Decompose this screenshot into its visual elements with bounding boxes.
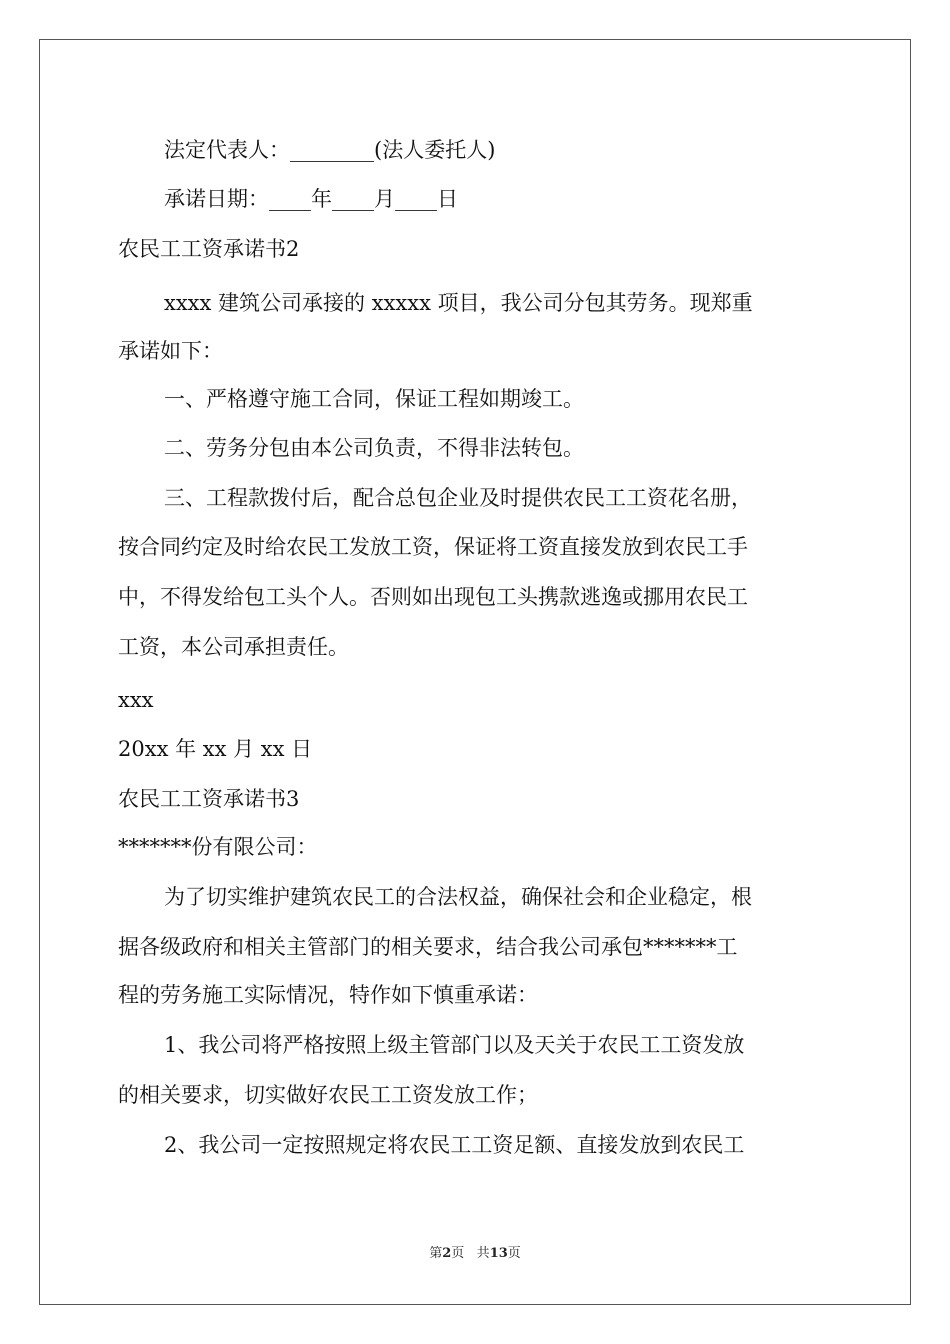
promise-item-2: 二、劳务分包由本公司负责，不得非法转包。 bbox=[164, 436, 584, 460]
date-line: 20xx 年 xx 月 xx 日 bbox=[118, 737, 313, 761]
total-pages: 13 bbox=[489, 1246, 508, 1261]
paragraph-line: 的相关要求，切实做好农民工工资发放工作； bbox=[118, 1083, 538, 1107]
paragraph-line: xxxx 建筑公司承接的 xxxxx 项目，我公司分包其劳务。现郑重 bbox=[164, 291, 753, 315]
page-prefix: 第 bbox=[429, 1246, 443, 1261]
total-prefix: 共 bbox=[476, 1246, 490, 1261]
legal-representative-line: 法定代表人：________(法人委托人) bbox=[164, 138, 496, 162]
paragraph-line: 为了切实维护建筑农民工的合法权益，确保社会和企业稳定，根 bbox=[164, 885, 752, 909]
signature-line: xxx bbox=[118, 688, 154, 712]
paragraph-line: 工资，本公司承担责任。 bbox=[118, 635, 349, 659]
paragraph-line: 据各级政府和相关主管部门的相关要求，结合我公司承包*******工 bbox=[118, 935, 738, 959]
paragraph-line: 承诺如下： bbox=[118, 339, 223, 363]
paragraph-line: 中，不得发给包工头个人。否则如出现包工头携款逃逸或挪用农民工 bbox=[118, 585, 748, 609]
promise-item-3: 三、工程款拨付后，配合总包企业及时提供农民工工资花名册， bbox=[164, 486, 752, 510]
addressee-line: *******份有限公司： bbox=[118, 835, 318, 859]
promise-item-1: 1、我公司将严格按照上级主管部门以及天关于农民工工资发放 bbox=[164, 1033, 745, 1057]
paragraph-line: 程的劳务施工实际情况，特作如下慎重承诺： bbox=[118, 983, 538, 1007]
page-suffix: 页 bbox=[451, 1246, 465, 1261]
promise-item-1: 一、严格遵守施工合同，保证工程如期竣工。 bbox=[164, 387, 584, 411]
promise-item-2: 2、我公司一定按照规定将农民工工资足额、直接发放到农民工 bbox=[164, 1133, 745, 1157]
promise-date-line: 承诺日期：____年____月____日 bbox=[164, 187, 458, 211]
page-number: 2 bbox=[442, 1246, 452, 1261]
section-heading-2: 农民工工资承诺书2 bbox=[118, 237, 300, 261]
page-frame bbox=[39, 39, 911, 1305]
section-heading-3: 农民工工资承诺书3 bbox=[118, 787, 300, 811]
page-footer bbox=[0, 1245, 950, 1263]
paragraph-line: 按合同约定及时给农民工发放工资，保证将工资直接发放到农民工手 bbox=[118, 535, 748, 559]
total-suffix: 页 bbox=[507, 1246, 521, 1261]
